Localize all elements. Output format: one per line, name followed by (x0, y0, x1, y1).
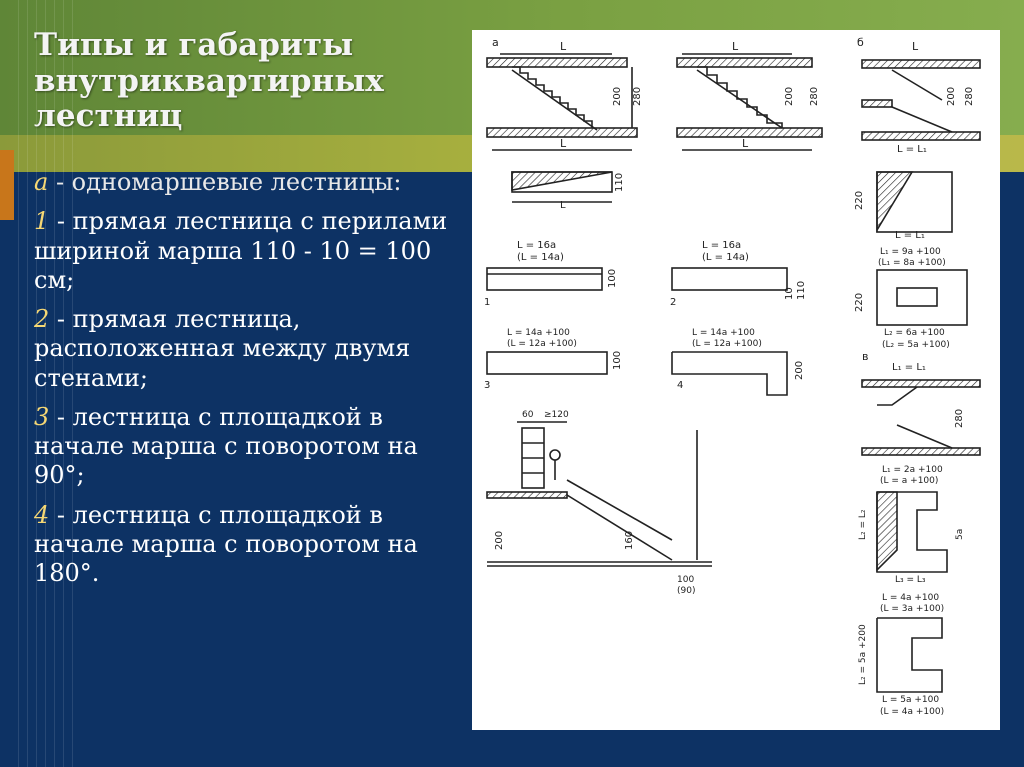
dim-220-top: 220 (854, 190, 865, 210)
dim-200-4: 200 (794, 360, 805, 380)
dim-L14a100-4: L = 14a +100 (692, 328, 755, 338)
label-b: б (857, 36, 864, 49)
stairs-drawing-svg (472, 30, 1000, 730)
dim-90: (90) (677, 586, 696, 596)
dim-160: 160 (624, 530, 635, 550)
dim-L4a100b: (L = 4a +100) (880, 707, 945, 717)
dim-60: 60 (522, 410, 534, 420)
dim-L26a: L₂ = 6a +100 (884, 328, 945, 338)
dim-L14a100-3: L = 14a +100 (507, 328, 570, 338)
dim-L12a100: L₁ = 2a +100 (882, 465, 943, 475)
dim-280-v: 280 (964, 86, 975, 106)
item-1-key: 1 (34, 207, 50, 236)
dim-120: ≥120 (544, 410, 569, 420)
item-2-key: 2 (34, 305, 50, 334)
dim-L1-L1: L₁ = L₁ (892, 362, 926, 373)
item-3 (34, 403, 464, 491)
dim-110: 110 (614, 172, 625, 192)
dim-280-c: 280 (954, 408, 965, 428)
dim-L2eq: L₂ = L₂ (858, 509, 868, 540)
item-a (34, 168, 464, 197)
item-2-text: - прямая лестница, расположенная между двумя стенами; (34, 305, 411, 392)
dim-10: 10 (784, 287, 795, 300)
dim-La100: (L = a +100) (880, 476, 939, 486)
item-1-text: - прямая лестница с перилами шириной марша 110 - 10 = 100 см; (34, 207, 448, 294)
dim-L25a: (L₂ = 5a +100) (882, 340, 950, 350)
accent-tab (0, 150, 14, 220)
label-plan-3: 3 (484, 380, 491, 391)
dim-L-v-top: L (912, 40, 919, 53)
dim-200-a: 200 (612, 86, 623, 106)
slide-body (34, 168, 464, 598)
dim-220-b: 220 (854, 292, 865, 312)
dim-L14a-2: (L = 14a) (702, 252, 749, 263)
item-1 (34, 207, 464, 295)
dim-L19a: L₁ = 9a +100 (880, 247, 941, 257)
dim-L-b-top: L (732, 40, 739, 53)
dim-L12a100-4: (L = 12a +100) (692, 339, 762, 349)
item-3-text: - лестница с площадкой в начале марша с поворотом на 90°; (34, 402, 418, 490)
dim-L3eq: L₃ = L₃ (895, 575, 926, 585)
item-4-text: - лестница с площадкой в начале марша с поворотом на 180°. (34, 500, 418, 588)
dim-280-a: 280 (632, 86, 643, 106)
item-2 (34, 305, 464, 393)
label-v: в (862, 350, 869, 363)
dim-110-2: 110 (796, 280, 807, 300)
dim-L4a100: L = 4a +100 (882, 593, 940, 603)
dim-L25a-200: L₂ = 5a +200 (858, 624, 868, 685)
dim-L16a-2: L = 16a (702, 240, 742, 251)
dim-L-plan: L (560, 200, 566, 211)
dim-280-b: 280 (809, 86, 820, 106)
dim-L14a-1: (L = 14a) (517, 252, 564, 263)
dim-100-sec: 100 (677, 575, 695, 585)
item-4 (34, 501, 464, 589)
label-plan-1: 1 (484, 297, 491, 308)
dim-200-v: 200 (946, 86, 957, 106)
dim-L-b-bottom: L (742, 137, 749, 150)
dim-L18a: (L₁ = 8a +100) (878, 258, 946, 268)
item-3-key: 3 (34, 402, 50, 431)
dim-L3a100: (L = 3a +100) (880, 604, 945, 614)
dim-100-1: 100 (607, 268, 618, 288)
dim-L-bottom: L (560, 137, 567, 150)
label-a: а (492, 36, 499, 49)
dim-L5a100: L = 5a +100 (882, 695, 940, 705)
dim-L-L1-b: L = L₁ (895, 230, 925, 241)
dim-100-3: 100 (612, 350, 623, 370)
dim-200-b: 200 (784, 86, 795, 106)
dim-200-sec: 200 (494, 530, 505, 550)
dim-L-top: L (560, 40, 567, 53)
item-4-key: 4 (34, 500, 50, 529)
dim-L12a100-3: (L = 12a +100) (507, 339, 577, 349)
label-plan-2: 2 (670, 297, 677, 308)
stairs-drawing (472, 30, 1000, 730)
item-a-text: - одномаршевые лестницы: (48, 168, 402, 196)
label-plan-4: 4 (677, 380, 684, 391)
slide-title: Типы и габариты внутриквартирных лестниц (34, 27, 384, 135)
item-a-key: а (34, 168, 49, 196)
dim-L16a-1: L = 16a (517, 240, 557, 251)
dim-5a: 5a (955, 528, 965, 540)
dim-L-eq-L1: L = L₁ (897, 144, 927, 155)
